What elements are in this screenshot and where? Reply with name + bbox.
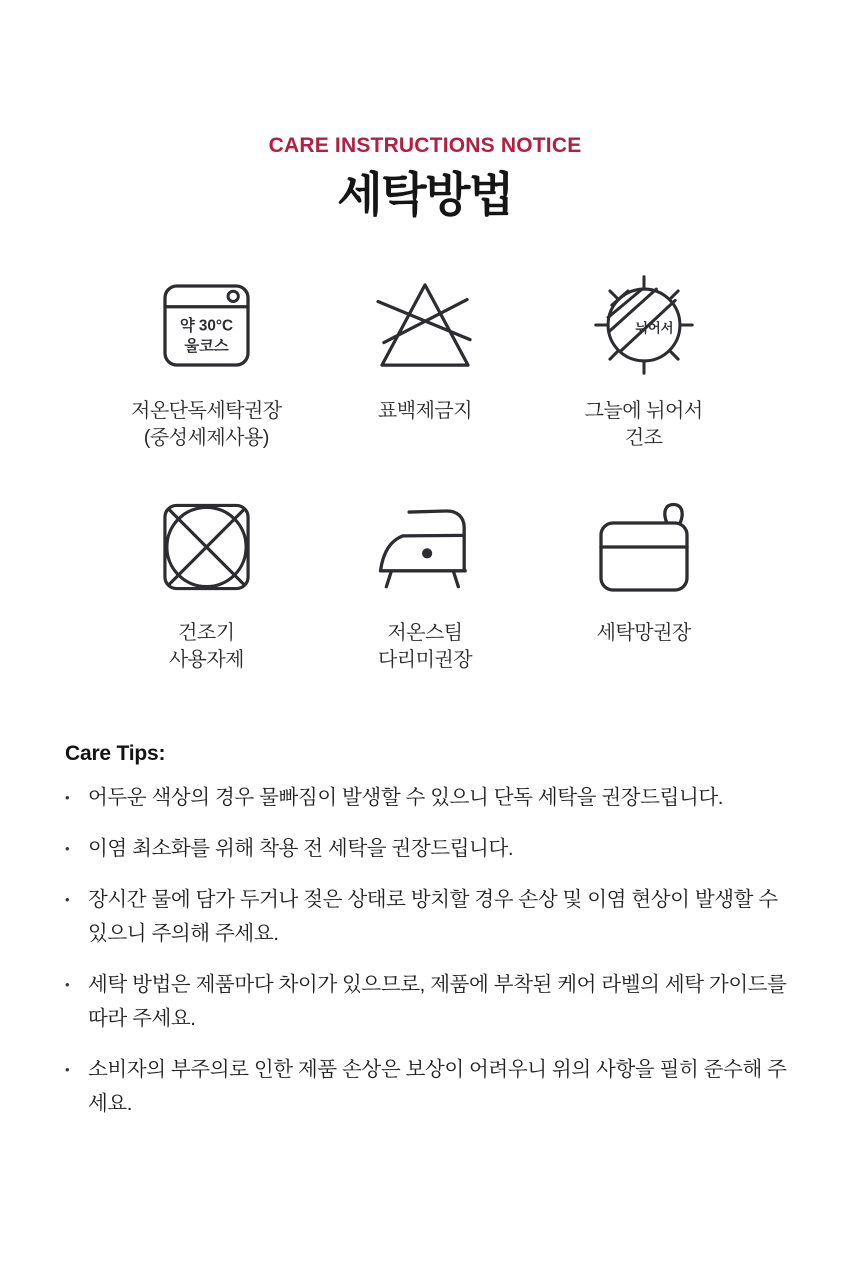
care-tip-text: 소비자의 부주의로 인한 제품 손상은 보상이 어려우니 위의 사항을 필히 준수해 주세요. <box>88 1058 787 1115</box>
bullet-dot: • <box>65 977 70 992</box>
care-tip-item <box>65 883 795 951</box>
low-temp-steam-iron-icon <box>372 502 478 592</box>
care-symbol-label: 건조기 사용자제 <box>168 622 244 671</box>
dry-flat-text: 뉘어서 <box>634 320 674 336</box>
care-tip-text: 장시간 물에 담가 두거나 젖은 상태로 방치할 경우 손상 및 이염 현상이 발생할 수 있으니 주의해 주세요. <box>88 888 778 945</box>
wool-course-text: 울코스 <box>184 337 229 355</box>
care-tip-text: 이염 최소화를 위해 착용 전 세탁을 권장드립니다. <box>88 837 514 860</box>
care-tip-item <box>65 781 795 815</box>
wool-course-wash-icon <box>163 284 250 367</box>
care-symbol-label: 저온단독세탁권장 (중성세제사용) <box>131 400 282 449</box>
care-tip-text: 세탁 방법은 제품마다 차이가 있으므로, 제품에 부착된 케어 라벨의 세탁 가이드를 따라 주세요. <box>88 973 787 1030</box>
care-tips-heading: Care Tips: <box>65 742 166 765</box>
care-tip-item <box>65 968 795 1036</box>
page-title: 세탁방법 <box>337 168 513 221</box>
bullet-dot: • <box>65 841 70 856</box>
care-tip-text: 어두운 색상의 경우 물빠짐이 발생할 수 있으니 단독 세탁을 권장드립니다. <box>88 786 724 809</box>
no-bleach-icon <box>376 280 474 370</box>
symbol-cell-no-tumble-dry <box>97 496 316 674</box>
symbol-cell-laundry-net <box>534 496 753 674</box>
care-symbol-label: 세탁망권장 <box>596 622 691 644</box>
bullet-dot: • <box>65 1062 70 1077</box>
care-tips-list <box>65 781 795 1121</box>
bullet-dot: • <box>65 892 70 907</box>
care-symbol-label: 저온스팀 다리미권장 <box>377 622 473 671</box>
care-symbols-grid <box>97 274 753 674</box>
notice-eyebrow: CARE INSTRUCTIONS NOTICE <box>268 134 582 157</box>
symbol-cell-steam-iron <box>316 496 535 674</box>
care-tip-item <box>65 832 795 866</box>
dry-flat-in-shade-icon <box>592 273 696 377</box>
symbol-cell-no-bleach <box>316 274 535 452</box>
wash-temp-text: 약 30°C <box>179 316 233 334</box>
bullet-dot: • <box>65 790 70 805</box>
symbol-cell-wool-wash <box>97 274 316 452</box>
care-symbol-label: 그늘에 뉘어서 건조 <box>584 400 703 449</box>
care-tip-item <box>65 1053 795 1121</box>
care-symbol-label: 표백제금지 <box>377 400 473 422</box>
care-tips-section <box>65 742 795 1121</box>
no-tumble-dry-icon <box>163 503 250 591</box>
symbol-cell-dry-flat-shade <box>534 274 753 452</box>
laundry-net-icon <box>594 500 694 595</box>
